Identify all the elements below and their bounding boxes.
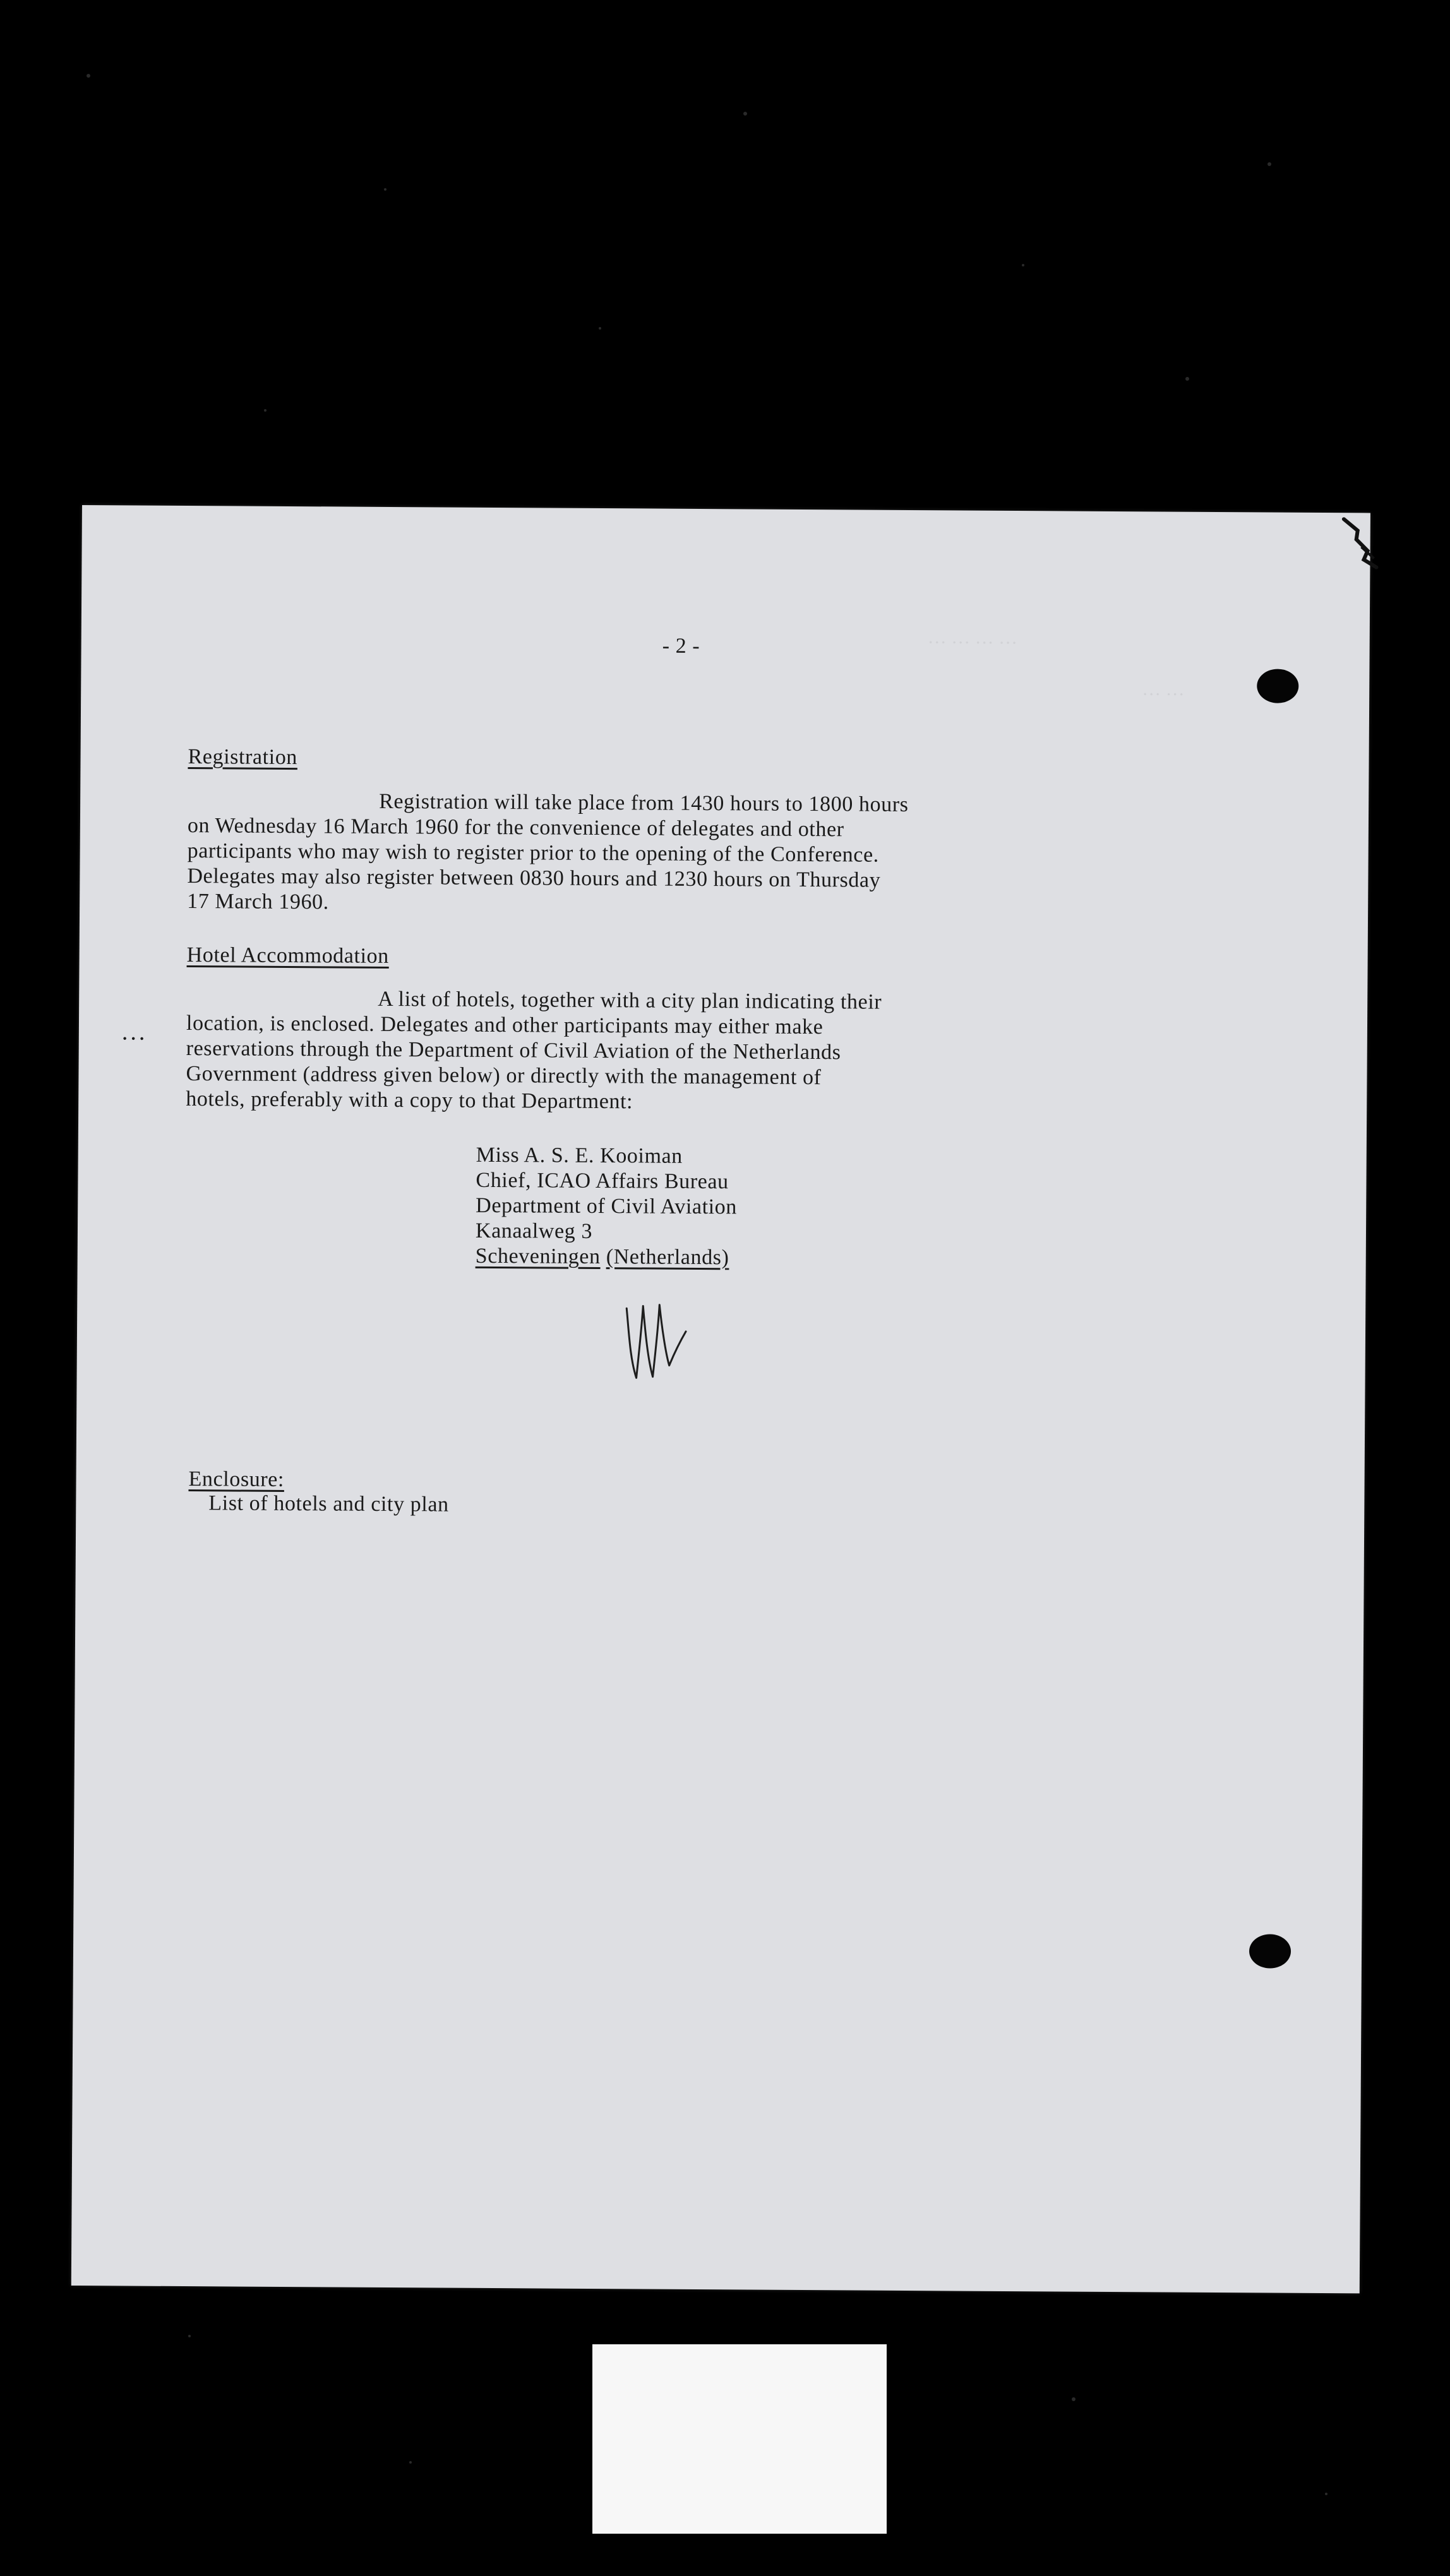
- page-number: - 2 -: [662, 634, 700, 658]
- paragraph-line: participants who may wish to register prior to the opening of the Conference.: [187, 839, 879, 867]
- address-line-name: Miss A. S. E. Kooiman: [476, 1143, 683, 1168]
- section-heading-enclosure: Enclosure:: [188, 1467, 285, 1491]
- punch-hole-top: [1257, 669, 1298, 703]
- handwritten-initials: [620, 1296, 690, 1385]
- enclosure-item: List of hotels and city plan: [208, 1491, 449, 1517]
- address-line-country: (Netherlands): [606, 1245, 729, 1270]
- address-line-department: Department of Civil Aviation: [476, 1193, 738, 1219]
- paragraph-line: Delegates may also register between 0830 hours and 1230 hours on Thursday: [187, 864, 881, 892]
- paragraph-line: A list of hotels, together with a city plan indicating their: [378, 987, 882, 1014]
- contact-address-block: [476, 1143, 738, 1271]
- paragraph-line: Government (address given below) or directly with the management of: [186, 1062, 822, 1090]
- address-line-street: Kanaalweg 3: [475, 1219, 593, 1243]
- bleed-through-text: ··· ··· ··· ···: [927, 632, 1018, 654]
- paragraph-line: location, is enclosed. Delegates and other participants may either make: [186, 1011, 824, 1039]
- paragraph-line: hotels, preferably with a copy to that Department:: [186, 1087, 633, 1114]
- white-label-card: [592, 2344, 887, 2534]
- document-page: [71, 505, 1370, 2293]
- bleed-through-text: ··· ···: [1142, 684, 1185, 705]
- punch-hole-bottom: [1249, 1934, 1291, 1968]
- folded-corner-mark: [1319, 506, 1389, 576]
- margin-mark: ...: [121, 1018, 148, 1046]
- paragraph-line: on Wednesday 16 March 1960 for the convenience of delegates and other: [187, 814, 844, 842]
- paragraph-line: reservations through the Department of Civil Aviation of the Netherlands: [186, 1037, 841, 1064]
- section-heading-registration: Registration: [188, 745, 298, 770]
- hotel-paragraph: [186, 986, 882, 1116]
- address-line-city: Scheveningen: [475, 1244, 601, 1269]
- address-line-title: Chief, ICAO Affairs Bureau: [476, 1168, 729, 1194]
- registration-paragraph: [187, 788, 909, 919]
- paragraph-line: 17 March 1960.: [187, 890, 329, 914]
- paragraph-line: Registration will take place from 1430 hours to 1800 hours: [379, 789, 909, 817]
- section-heading-hotel-accommodation: Hotel Accommodation: [186, 943, 389, 968]
